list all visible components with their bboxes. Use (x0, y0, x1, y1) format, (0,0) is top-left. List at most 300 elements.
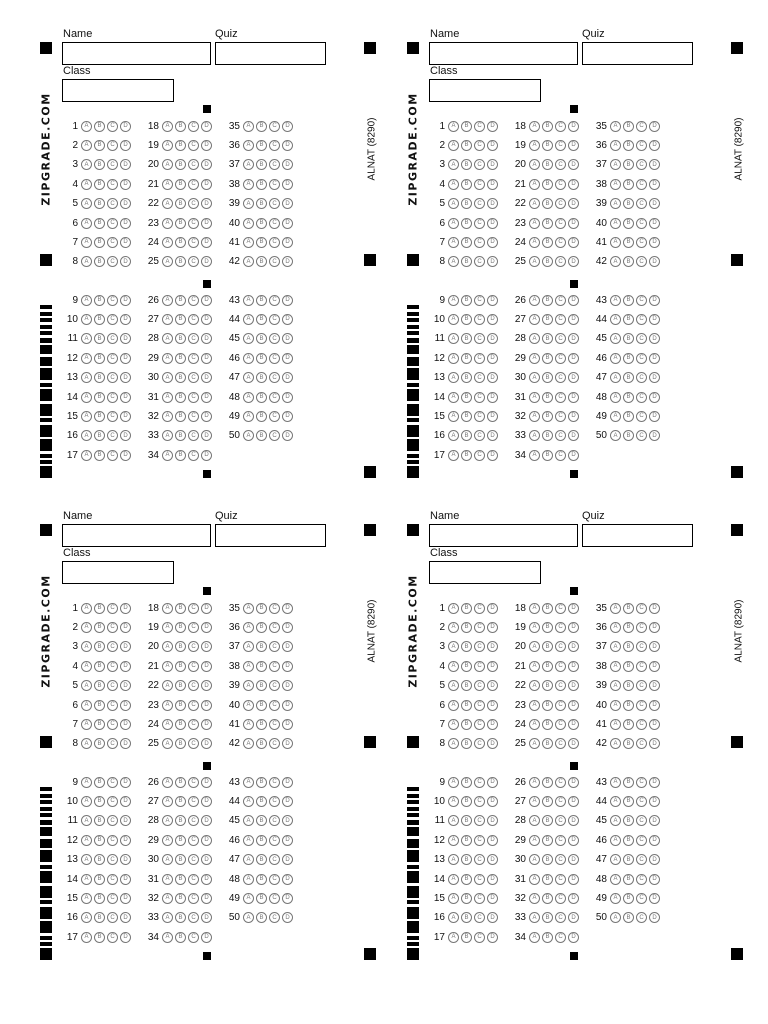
answer-bubble-c[interactable]: C (269, 159, 280, 170)
answer-bubble-b[interactable]: B (94, 835, 105, 846)
answer-bubble-d[interactable]: D (487, 256, 498, 267)
answer-bubble-a[interactable]: A (162, 719, 173, 730)
answer-bubble-d[interactable]: D (201, 295, 212, 306)
answer-bubble-a[interactable]: A (610, 353, 621, 364)
answer-bubble-a[interactable]: A (162, 815, 173, 826)
answer-bubble-c[interactable]: C (555, 777, 566, 788)
answer-bubble-d[interactable]: D (487, 622, 498, 633)
answer-bubble-d[interactable]: D (282, 392, 293, 403)
answer-bubble-d[interactable]: D (282, 835, 293, 846)
answer-bubble-c[interactable]: C (636, 796, 647, 807)
answer-bubble-d[interactable]: D (120, 430, 131, 441)
answer-bubble-c[interactable]: C (474, 295, 485, 306)
name-field[interactable] (429, 524, 578, 547)
answer-bubble-c[interactable]: C (188, 719, 199, 730)
answer-bubble-d[interactable]: D (282, 372, 293, 383)
answer-bubble-b[interactable]: B (175, 738, 186, 749)
answer-bubble-c[interactable]: C (474, 218, 485, 229)
answer-bubble-c[interactable]: C (269, 622, 280, 633)
answer-bubble-a[interactable]: A (610, 796, 621, 807)
answer-bubble-d[interactable]: D (487, 912, 498, 923)
answer-bubble-d[interactable]: D (649, 353, 660, 364)
answer-bubble-a[interactable]: A (529, 641, 540, 652)
answer-bubble-c[interactable]: C (474, 256, 485, 267)
answer-bubble-d[interactable]: D (568, 450, 579, 461)
answer-bubble-b[interactable]: B (175, 430, 186, 441)
answer-bubble-b[interactable]: B (623, 700, 634, 711)
answer-bubble-b[interactable]: B (256, 333, 267, 344)
answer-bubble-d[interactable]: D (568, 237, 579, 248)
answer-bubble-b[interactable]: B (256, 392, 267, 403)
answer-bubble-b[interactable]: B (256, 874, 267, 885)
answer-bubble-c[interactable]: C (188, 641, 199, 652)
answer-bubble-c[interactable]: C (636, 353, 647, 364)
answer-bubble-c[interactable]: C (269, 392, 280, 403)
answer-bubble-b[interactable]: B (461, 738, 472, 749)
answer-bubble-a[interactable]: A (610, 295, 621, 306)
answer-bubble-d[interactable]: D (282, 680, 293, 691)
answer-bubble-d[interactable]: D (201, 815, 212, 826)
answer-bubble-c[interactable]: C (555, 641, 566, 652)
answer-bubble-d[interactable]: D (201, 372, 212, 383)
answer-bubble-a[interactable]: A (243, 218, 254, 229)
answer-bubble-a[interactable]: A (243, 256, 254, 267)
answer-bubble-a[interactable]: A (529, 179, 540, 190)
answer-bubble-b[interactable]: B (461, 430, 472, 441)
answer-bubble-c[interactable]: C (636, 237, 647, 248)
answer-bubble-d[interactable]: D (120, 392, 131, 403)
answer-bubble-b[interactable]: B (461, 314, 472, 325)
answer-bubble-c[interactable]: C (188, 140, 199, 151)
answer-bubble-a[interactable]: A (529, 874, 540, 885)
answer-bubble-a[interactable]: A (448, 777, 459, 788)
answer-bubble-d[interactable]: D (120, 719, 131, 730)
answer-bubble-a[interactable]: A (448, 874, 459, 885)
answer-bubble-a[interactable]: A (162, 641, 173, 652)
answer-bubble-a[interactable]: A (162, 912, 173, 923)
answer-bubble-b[interactable]: B (256, 179, 267, 190)
answer-bubble-a[interactable]: A (529, 450, 540, 461)
answer-bubble-a[interactable]: A (162, 237, 173, 248)
answer-bubble-b[interactable]: B (542, 353, 553, 364)
answer-bubble-d[interactable]: D (282, 159, 293, 170)
answer-bubble-a[interactable]: A (81, 121, 92, 132)
answer-bubble-c[interactable]: C (269, 237, 280, 248)
answer-bubble-c[interactable]: C (188, 603, 199, 614)
answer-bubble-c[interactable]: C (269, 854, 280, 865)
answer-bubble-b[interactable]: B (94, 179, 105, 190)
answer-bubble-d[interactable]: D (487, 661, 498, 672)
answer-bubble-c[interactable]: C (269, 218, 280, 229)
answer-bubble-d[interactable]: D (649, 237, 660, 248)
answer-bubble-d[interactable]: D (568, 218, 579, 229)
answer-bubble-b[interactable]: B (94, 641, 105, 652)
answer-bubble-c[interactable]: C (555, 874, 566, 885)
answer-bubble-d[interactable]: D (282, 622, 293, 633)
answer-bubble-d[interactable]: D (487, 333, 498, 344)
answer-bubble-a[interactable]: A (610, 641, 621, 652)
answer-bubble-c[interactable]: C (269, 140, 280, 151)
answer-bubble-b[interactable]: B (542, 372, 553, 383)
answer-bubble-c[interactable]: C (636, 372, 647, 383)
answer-bubble-d[interactable]: D (120, 159, 131, 170)
answer-bubble-a[interactable]: A (529, 392, 540, 403)
answer-bubble-d[interactable]: D (282, 295, 293, 306)
answer-bubble-c[interactable]: C (269, 719, 280, 730)
answer-bubble-b[interactable]: B (94, 603, 105, 614)
answer-bubble-b[interactable]: B (94, 932, 105, 943)
answer-bubble-c[interactable]: C (188, 121, 199, 132)
answer-bubble-d[interactable]: D (568, 912, 579, 923)
answer-bubble-b[interactable]: B (461, 237, 472, 248)
answer-bubble-b[interactable]: B (94, 777, 105, 788)
answer-bubble-a[interactable]: A (81, 738, 92, 749)
answer-bubble-a[interactable]: A (610, 777, 621, 788)
answer-bubble-b[interactable]: B (461, 661, 472, 672)
answer-bubble-a[interactable]: A (81, 641, 92, 652)
answer-bubble-d[interactable]: D (568, 738, 579, 749)
answer-bubble-a[interactable]: A (448, 121, 459, 132)
answer-bubble-a[interactable]: A (448, 140, 459, 151)
answer-bubble-a[interactable]: A (81, 140, 92, 151)
answer-bubble-b[interactable]: B (542, 874, 553, 885)
answer-bubble-a[interactable]: A (243, 738, 254, 749)
answer-bubble-c[interactable]: C (107, 333, 118, 344)
answer-bubble-c[interactable]: C (107, 874, 118, 885)
answer-bubble-a[interactable]: A (243, 295, 254, 306)
answer-bubble-a[interactable]: A (529, 333, 540, 344)
answer-bubble-b[interactable]: B (94, 719, 105, 730)
answer-bubble-a[interactable]: A (448, 796, 459, 807)
answer-bubble-a[interactable]: A (610, 140, 621, 151)
answer-bubble-a[interactable]: A (243, 680, 254, 691)
answer-bubble-c[interactable]: C (188, 353, 199, 364)
answer-bubble-c[interactable]: C (269, 372, 280, 383)
answer-bubble-b[interactable]: B (623, 680, 634, 691)
answer-bubble-c[interactable]: C (636, 198, 647, 209)
answer-bubble-a[interactable]: A (243, 198, 254, 209)
answer-bubble-c[interactable]: C (474, 815, 485, 826)
answer-bubble-d[interactable]: D (282, 256, 293, 267)
answer-bubble-a[interactable]: A (610, 661, 621, 672)
answer-bubble-b[interactable]: B (94, 121, 105, 132)
quiz-field[interactable] (215, 42, 326, 65)
answer-bubble-b[interactable]: B (94, 912, 105, 923)
answer-bubble-c[interactable]: C (474, 430, 485, 441)
answer-bubble-a[interactable]: A (81, 218, 92, 229)
answer-bubble-c[interactable]: C (188, 450, 199, 461)
answer-bubble-c[interactable]: C (107, 603, 118, 614)
answer-bubble-a[interactable]: A (610, 179, 621, 190)
answer-bubble-a[interactable]: A (243, 392, 254, 403)
answer-bubble-c[interactable]: C (555, 314, 566, 325)
answer-bubble-a[interactable]: A (81, 815, 92, 826)
answer-bubble-c[interactable]: C (107, 256, 118, 267)
answer-bubble-d[interactable]: D (649, 912, 660, 923)
answer-bubble-c[interactable]: C (474, 661, 485, 672)
answer-bubble-c[interactable]: C (269, 738, 280, 749)
answer-bubble-a[interactable]: A (610, 815, 621, 826)
answer-bubble-b[interactable]: B (461, 218, 472, 229)
answer-bubble-b[interactable]: B (623, 874, 634, 885)
answer-bubble-b[interactable]: B (175, 353, 186, 364)
answer-bubble-c[interactable]: C (474, 603, 485, 614)
answer-bubble-c[interactable]: C (636, 700, 647, 711)
answer-bubble-d[interactable]: D (487, 295, 498, 306)
answer-bubble-d[interactable]: D (201, 198, 212, 209)
answer-bubble-d[interactable]: D (120, 796, 131, 807)
answer-bubble-d[interactable]: D (487, 121, 498, 132)
answer-bubble-d[interactable]: D (568, 179, 579, 190)
answer-bubble-b[interactable]: B (623, 815, 634, 826)
answer-bubble-b[interactable]: B (175, 121, 186, 132)
answer-bubble-b[interactable]: B (461, 295, 472, 306)
answer-bubble-c[interactable]: C (107, 218, 118, 229)
answer-bubble-a[interactable]: A (162, 256, 173, 267)
answer-bubble-c[interactable]: C (555, 450, 566, 461)
answer-bubble-b[interactable]: B (542, 295, 553, 306)
answer-bubble-a[interactable]: A (162, 411, 173, 422)
answer-bubble-b[interactable]: B (94, 159, 105, 170)
answer-bubble-d[interactable]: D (487, 314, 498, 325)
answer-bubble-d[interactable]: D (487, 159, 498, 170)
answer-bubble-d[interactable]: D (282, 700, 293, 711)
answer-bubble-d[interactable]: D (201, 179, 212, 190)
answer-bubble-b[interactable]: B (623, 661, 634, 672)
answer-bubble-a[interactable]: A (448, 314, 459, 325)
answer-bubble-c[interactable]: C (636, 159, 647, 170)
answer-bubble-a[interactable]: A (529, 218, 540, 229)
answer-bubble-a[interactable]: A (243, 893, 254, 904)
answer-bubble-c[interactable]: C (107, 932, 118, 943)
answer-bubble-c[interactable]: C (107, 237, 118, 248)
answer-bubble-d[interactable]: D (201, 392, 212, 403)
answer-bubble-c[interactable]: C (636, 411, 647, 422)
answer-bubble-d[interactable]: D (282, 738, 293, 749)
answer-bubble-c[interactable]: C (636, 912, 647, 923)
answer-bubble-c[interactable]: C (107, 295, 118, 306)
answer-bubble-c[interactable]: C (555, 661, 566, 672)
answer-bubble-d[interactable]: D (649, 815, 660, 826)
answer-bubble-c[interactable]: C (269, 411, 280, 422)
answer-bubble-d[interactable]: D (649, 314, 660, 325)
answer-bubble-c[interactable]: C (269, 603, 280, 614)
answer-bubble-c[interactable]: C (636, 392, 647, 403)
answer-bubble-b[interactable]: B (175, 835, 186, 846)
answer-bubble-d[interactable]: D (120, 140, 131, 151)
answer-bubble-b[interactable]: B (461, 641, 472, 652)
answer-bubble-d[interactable]: D (120, 411, 131, 422)
answer-bubble-b[interactable]: B (542, 333, 553, 344)
answer-bubble-c[interactable]: C (188, 237, 199, 248)
answer-bubble-d[interactable]: D (201, 159, 212, 170)
answer-bubble-c[interactable]: C (474, 854, 485, 865)
answer-bubble-d[interactable]: D (120, 815, 131, 826)
answer-bubble-a[interactable]: A (610, 738, 621, 749)
answer-bubble-a[interactable]: A (448, 198, 459, 209)
answer-bubble-c[interactable]: C (269, 333, 280, 344)
answer-bubble-a[interactable]: A (243, 777, 254, 788)
answer-bubble-a[interactable]: A (529, 680, 540, 691)
answer-bubble-b[interactable]: B (94, 796, 105, 807)
answer-bubble-a[interactable]: A (529, 159, 540, 170)
answer-bubble-c[interactable]: C (555, 121, 566, 132)
answer-bubble-c[interactable]: C (269, 353, 280, 364)
answer-bubble-b[interactable]: B (256, 796, 267, 807)
answer-bubble-d[interactable]: D (487, 450, 498, 461)
answer-bubble-d[interactable]: D (568, 777, 579, 788)
answer-bubble-b[interactable]: B (461, 450, 472, 461)
answer-bubble-c[interactable]: C (474, 912, 485, 923)
answer-bubble-d[interactable]: D (120, 912, 131, 923)
answer-bubble-a[interactable]: A (448, 392, 459, 403)
answer-bubble-d[interactable]: D (201, 333, 212, 344)
answer-bubble-d[interactable]: D (487, 641, 498, 652)
answer-bubble-d[interactable]: D (120, 256, 131, 267)
answer-bubble-d[interactable]: D (649, 796, 660, 807)
answer-bubble-d[interactable]: D (649, 218, 660, 229)
answer-bubble-c[interactable]: C (636, 430, 647, 441)
answer-bubble-d[interactable]: D (120, 603, 131, 614)
answer-bubble-d[interactable]: D (201, 140, 212, 151)
answer-bubble-c[interactable]: C (269, 314, 280, 325)
answer-bubble-d[interactable]: D (568, 622, 579, 633)
answer-bubble-a[interactable]: A (162, 159, 173, 170)
answer-bubble-d[interactable]: D (201, 603, 212, 614)
answer-bubble-b[interactable]: B (461, 333, 472, 344)
answer-bubble-c[interactable]: C (474, 719, 485, 730)
answer-bubble-b[interactable]: B (542, 314, 553, 325)
answer-bubble-d[interactable]: D (649, 661, 660, 672)
answer-bubble-d[interactable]: D (201, 700, 212, 711)
answer-bubble-b[interactable]: B (175, 777, 186, 788)
answer-bubble-b[interactable]: B (256, 777, 267, 788)
answer-bubble-d[interactable]: D (568, 353, 579, 364)
answer-bubble-d[interactable]: D (649, 777, 660, 788)
answer-bubble-c[interactable]: C (636, 893, 647, 904)
answer-bubble-a[interactable]: A (448, 932, 459, 943)
answer-bubble-a[interactable]: A (610, 700, 621, 711)
answer-bubble-d[interactable]: D (568, 159, 579, 170)
answer-bubble-b[interactable]: B (94, 411, 105, 422)
answer-bubble-b[interactable]: B (542, 603, 553, 614)
answer-bubble-a[interactable]: A (162, 777, 173, 788)
answer-bubble-d[interactable]: D (282, 777, 293, 788)
answer-bubble-a[interactable]: A (243, 874, 254, 885)
answer-bubble-a[interactable]: A (610, 198, 621, 209)
answer-bubble-b[interactable]: B (623, 603, 634, 614)
answer-bubble-c[interactable]: C (636, 854, 647, 865)
answer-bubble-c[interactable]: C (188, 198, 199, 209)
answer-bubble-b[interactable]: B (542, 641, 553, 652)
answer-bubble-b[interactable]: B (542, 796, 553, 807)
answer-bubble-c[interactable]: C (636, 680, 647, 691)
answer-bubble-a[interactable]: A (162, 796, 173, 807)
answer-bubble-c[interactable]: C (474, 140, 485, 151)
answer-bubble-c[interactable]: C (555, 893, 566, 904)
answer-bubble-b[interactable]: B (623, 622, 634, 633)
answer-bubble-d[interactable]: D (568, 314, 579, 325)
answer-bubble-b[interactable]: B (256, 700, 267, 711)
answer-bubble-b[interactable]: B (94, 314, 105, 325)
answer-bubble-c[interactable]: C (555, 372, 566, 383)
answer-bubble-c[interactable]: C (188, 680, 199, 691)
answer-bubble-c[interactable]: C (555, 159, 566, 170)
answer-bubble-b[interactable]: B (461, 932, 472, 943)
answer-bubble-a[interactable]: A (162, 622, 173, 633)
answer-bubble-a[interactable]: A (529, 121, 540, 132)
answer-bubble-b[interactable]: B (256, 835, 267, 846)
answer-bubble-d[interactable]: D (487, 353, 498, 364)
answer-bubble-d[interactable]: D (649, 372, 660, 383)
answer-bubble-a[interactable]: A (610, 622, 621, 633)
answer-bubble-d[interactable]: D (649, 295, 660, 306)
answer-bubble-c[interactable]: C (188, 333, 199, 344)
answer-bubble-c[interactable]: C (555, 603, 566, 614)
answer-bubble-c[interactable]: C (188, 179, 199, 190)
answer-bubble-a[interactable]: A (448, 353, 459, 364)
answer-bubble-c[interactable]: C (107, 450, 118, 461)
answer-bubble-d[interactable]: D (487, 179, 498, 190)
answer-bubble-d[interactable]: D (282, 140, 293, 151)
answer-bubble-b[interactable]: B (461, 912, 472, 923)
answer-bubble-a[interactable]: A (448, 411, 459, 422)
answer-bubble-a[interactable]: A (162, 333, 173, 344)
answer-bubble-d[interactable]: D (568, 874, 579, 885)
answer-bubble-a[interactable]: A (448, 372, 459, 383)
answer-bubble-b[interactable]: B (175, 140, 186, 151)
answer-bubble-a[interactable]: A (448, 603, 459, 614)
answer-bubble-b[interactable]: B (623, 777, 634, 788)
answer-bubble-d[interactable]: D (568, 333, 579, 344)
answer-bubble-c[interactable]: C (555, 700, 566, 711)
answer-bubble-c[interactable]: C (555, 198, 566, 209)
answer-bubble-c[interactable]: C (107, 411, 118, 422)
answer-bubble-a[interactable]: A (448, 912, 459, 923)
answer-bubble-b[interactable]: B (623, 314, 634, 325)
answer-bubble-d[interactable]: D (649, 893, 660, 904)
answer-bubble-b[interactable]: B (461, 256, 472, 267)
answer-bubble-d[interactable]: D (487, 680, 498, 691)
answer-bubble-d[interactable]: D (120, 622, 131, 633)
answer-bubble-a[interactable]: A (162, 893, 173, 904)
answer-bubble-b[interactable]: B (542, 622, 553, 633)
answer-bubble-a[interactable]: A (243, 314, 254, 325)
answer-bubble-b[interactable]: B (175, 796, 186, 807)
answer-bubble-d[interactable]: D (120, 932, 131, 943)
answer-bubble-c[interactable]: C (555, 815, 566, 826)
answer-bubble-d[interactable]: D (649, 392, 660, 403)
answer-bubble-c[interactable]: C (188, 700, 199, 711)
answer-bubble-b[interactable]: B (542, 700, 553, 711)
answer-bubble-b[interactable]: B (175, 256, 186, 267)
answer-bubble-d[interactable]: D (120, 372, 131, 383)
answer-bubble-a[interactable]: A (529, 815, 540, 826)
answer-bubble-b[interactable]: B (175, 912, 186, 923)
answer-bubble-c[interactable]: C (188, 854, 199, 865)
answer-bubble-b[interactable]: B (94, 430, 105, 441)
answer-bubble-b[interactable]: B (94, 450, 105, 461)
answer-bubble-b[interactable]: B (623, 738, 634, 749)
answer-bubble-d[interactable]: D (649, 719, 660, 730)
answer-bubble-b[interactable]: B (256, 198, 267, 209)
answer-bubble-c[interactable]: C (107, 314, 118, 325)
answer-bubble-a[interactable]: A (243, 661, 254, 672)
answer-bubble-b[interactable]: B (175, 641, 186, 652)
answer-bubble-a[interactable]: A (529, 932, 540, 943)
answer-bubble-d[interactable]: D (201, 641, 212, 652)
answer-bubble-a[interactable]: A (610, 874, 621, 885)
